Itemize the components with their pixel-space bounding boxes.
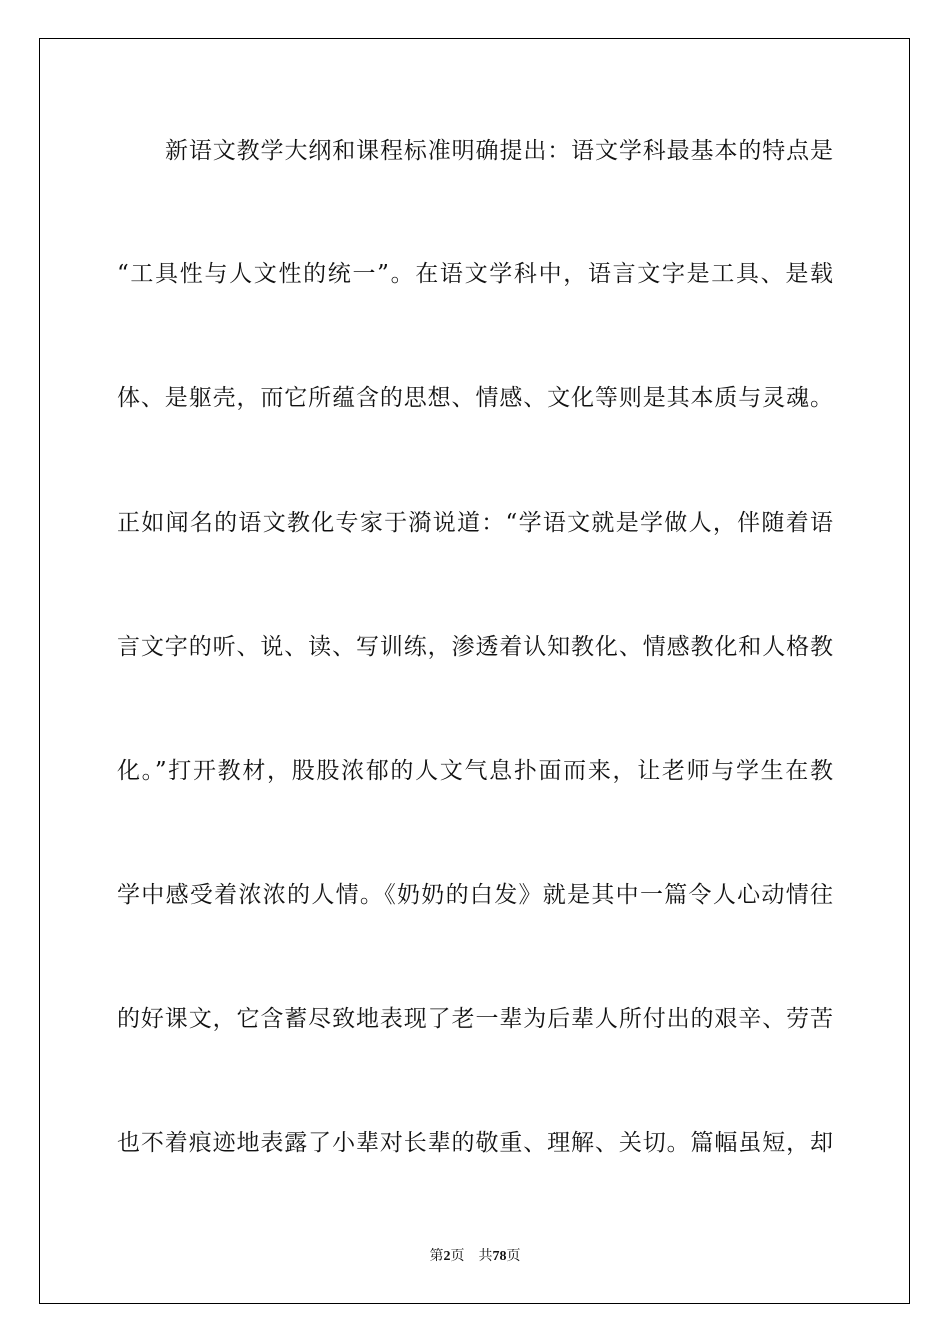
page-border — [39, 38, 910, 1304]
text-line: “工具性与人文性的统一”。在语文学科中，语言文字是工具、是载 — [117, 261, 833, 287]
text-line: 化。”打开教材，股股浓郁的人文气息扑面而来，让老师与学生在教 — [117, 758, 833, 784]
page-footer — [0, 1245, 950, 1265]
text-line: 正如闻名的语文教化专家于漪说道：“学语文就是学做人，伴随着语 — [117, 510, 833, 536]
page-number: 2 — [443, 1249, 451, 1264]
page-suffix: 页 — [450, 1248, 465, 1264]
total-suffix: 页 — [506, 1248, 521, 1264]
text-line: 学中感受着浓浓的人情。《奶奶的白发》就是其中一篇令人心动情往 — [117, 882, 833, 908]
text-line: 也不着痕迹地表露了小辈对长辈的敬重、理解、关切。篇幅虽短，却 — [117, 1130, 833, 1156]
total-pages: 78 — [492, 1249, 507, 1264]
text-line: 的好课文，它含蓄尽致地表现了老一辈为后辈人所付出的艰辛、劳苦 — [117, 1006, 833, 1032]
page-prefix: 第 — [429, 1248, 444, 1264]
total-prefix: 共 — [478, 1248, 493, 1264]
text-line: 新语文教学大纲和课程标准明确提出：语文学科最基本的特点是 — [165, 138, 833, 164]
text-line: 体、是躯壳，而它所蕴含的思想、情感、文化等则是其本质与灵魂。 — [117, 385, 833, 411]
text-line: 言文字的听、说、读、写训练，渗透着认知教化、情感教化和人格教 — [117, 634, 833, 660]
